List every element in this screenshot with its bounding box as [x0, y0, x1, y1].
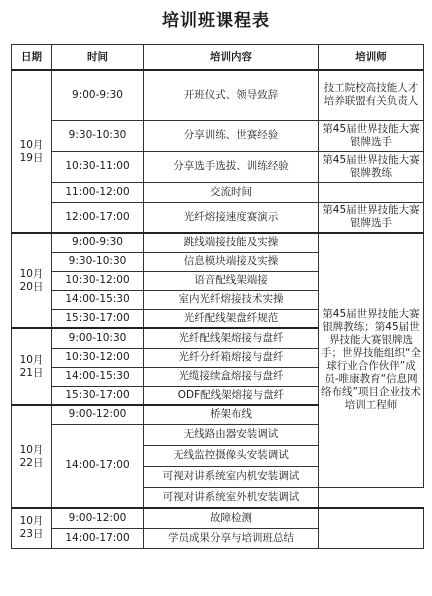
table-row [12, 508, 424, 528]
time-cell: 10:30-12:00 [52, 271, 144, 290]
content-cell: 分享训练、世赛经验 [144, 120, 319, 151]
content-cell: 光纤配线架盘纤规范 [144, 309, 319, 328]
content-cell: 学员成果分享与培训班总结 [144, 528, 319, 548]
time-cell: 9:30-10:30 [52, 252, 144, 271]
trainer-cell [319, 182, 424, 202]
content-cell: 信息模块端接及实操 [144, 252, 319, 271]
header-row [12, 45, 424, 71]
header-content: 培训内容 [144, 45, 319, 71]
trainer-cell [319, 508, 424, 548]
trainer-cell: 技工院校高技能人才培养联盟有关负责人 [319, 70, 424, 120]
header-trainer: 培训师 [319, 45, 424, 71]
date-cell: 10月19日 [12, 70, 52, 233]
time-cell: 9:30-10:30 [52, 120, 144, 151]
time-cell: 12:00-17:00 [52, 202, 144, 233]
content-cell: 桥架布线 [144, 405, 319, 424]
content-cell: 光纤分纤箱熔接与盘纤 [144, 348, 319, 367]
time-cell: 9:00-12:00 [52, 405, 144, 424]
table-row [12, 70, 424, 120]
content-cell: 光纤熔接速度赛演示 [144, 202, 319, 233]
content-cell: ODF配线架熔接与盘纤 [144, 386, 319, 405]
time-cell: 9:00-9:30 [52, 233, 144, 252]
content-cell: 跳线端接技能及实操 [144, 233, 319, 252]
table-row [12, 182, 424, 202]
time-cell: 14:00-17:00 [52, 424, 144, 508]
date-cell: 10月21日 [12, 328, 52, 405]
trainer-cell: 第45届世界技能大赛银牌教练；第45届世界技能大赛银牌选手；世界技能组织“全球行业合作伙伴”成员-唯康教育“信息网络布线”项目企业技术培训工程师 [319, 233, 424, 487]
content-cell: 室内光纤熔接技术实操 [144, 290, 319, 309]
page-title: 培训班课程表 [162, 11, 270, 31]
time-cell: 10:30-11:00 [52, 151, 144, 182]
content-cell: 可视对讲系统室内机安装调试 [144, 466, 319, 487]
content-cell: 语音配线架端接 [144, 271, 319, 290]
content-cell: 分享选手选拔、训练经验 [144, 151, 319, 182]
header-date: 日期 [12, 45, 52, 71]
header-time: 时间 [52, 45, 144, 71]
content-cell: 光缆接续盒熔接与盘纤 [144, 367, 319, 386]
content-cell: 开班仪式、领导致辞 [144, 70, 319, 120]
time-cell: 15:30-17:00 [52, 386, 144, 405]
time-cell: 9:00-12:00 [52, 508, 144, 528]
table-row [12, 202, 424, 233]
time-cell: 14:00-15:30 [52, 367, 144, 386]
content-cell: 可视对讲系统室外机安装调试 [144, 487, 319, 508]
time-cell: 15:30-17:00 [52, 309, 144, 328]
time-cell: 9:00-10:30 [52, 328, 144, 348]
time-cell: 10:30-12:00 [52, 348, 144, 367]
content-cell: 无线路由器安装调试 [144, 424, 319, 445]
trainer-cell: 第45届世界技能大赛银牌选手 [319, 202, 424, 233]
trainer-cell: 第45届世界技能大赛银牌选手 [319, 120, 424, 151]
date-cell: 10月20日 [12, 233, 52, 328]
table-row [12, 120, 424, 151]
date-cell: 10月22日 [12, 405, 52, 508]
content-cell: 交流时间 [144, 182, 319, 202]
time-cell: 9:00-9:30 [52, 70, 144, 120]
content-cell: 无线监控摄像头安装调试 [144, 445, 319, 466]
date-cell: 10月23日 [12, 508, 52, 548]
table-row [12, 151, 424, 182]
trainer-cell: 第45届世界技能大赛银牌教练 [319, 151, 424, 182]
time-cell: 11:00-12:00 [52, 182, 144, 202]
schedule-table [11, 44, 424, 549]
content-cell: 故障检测 [144, 508, 319, 528]
time-cell: 14:00-17:00 [52, 528, 144, 548]
time-cell: 14:00-15:30 [52, 290, 144, 309]
content-cell: 光纤配线架熔接与盘纤 [144, 328, 319, 348]
table-row [12, 233, 424, 252]
